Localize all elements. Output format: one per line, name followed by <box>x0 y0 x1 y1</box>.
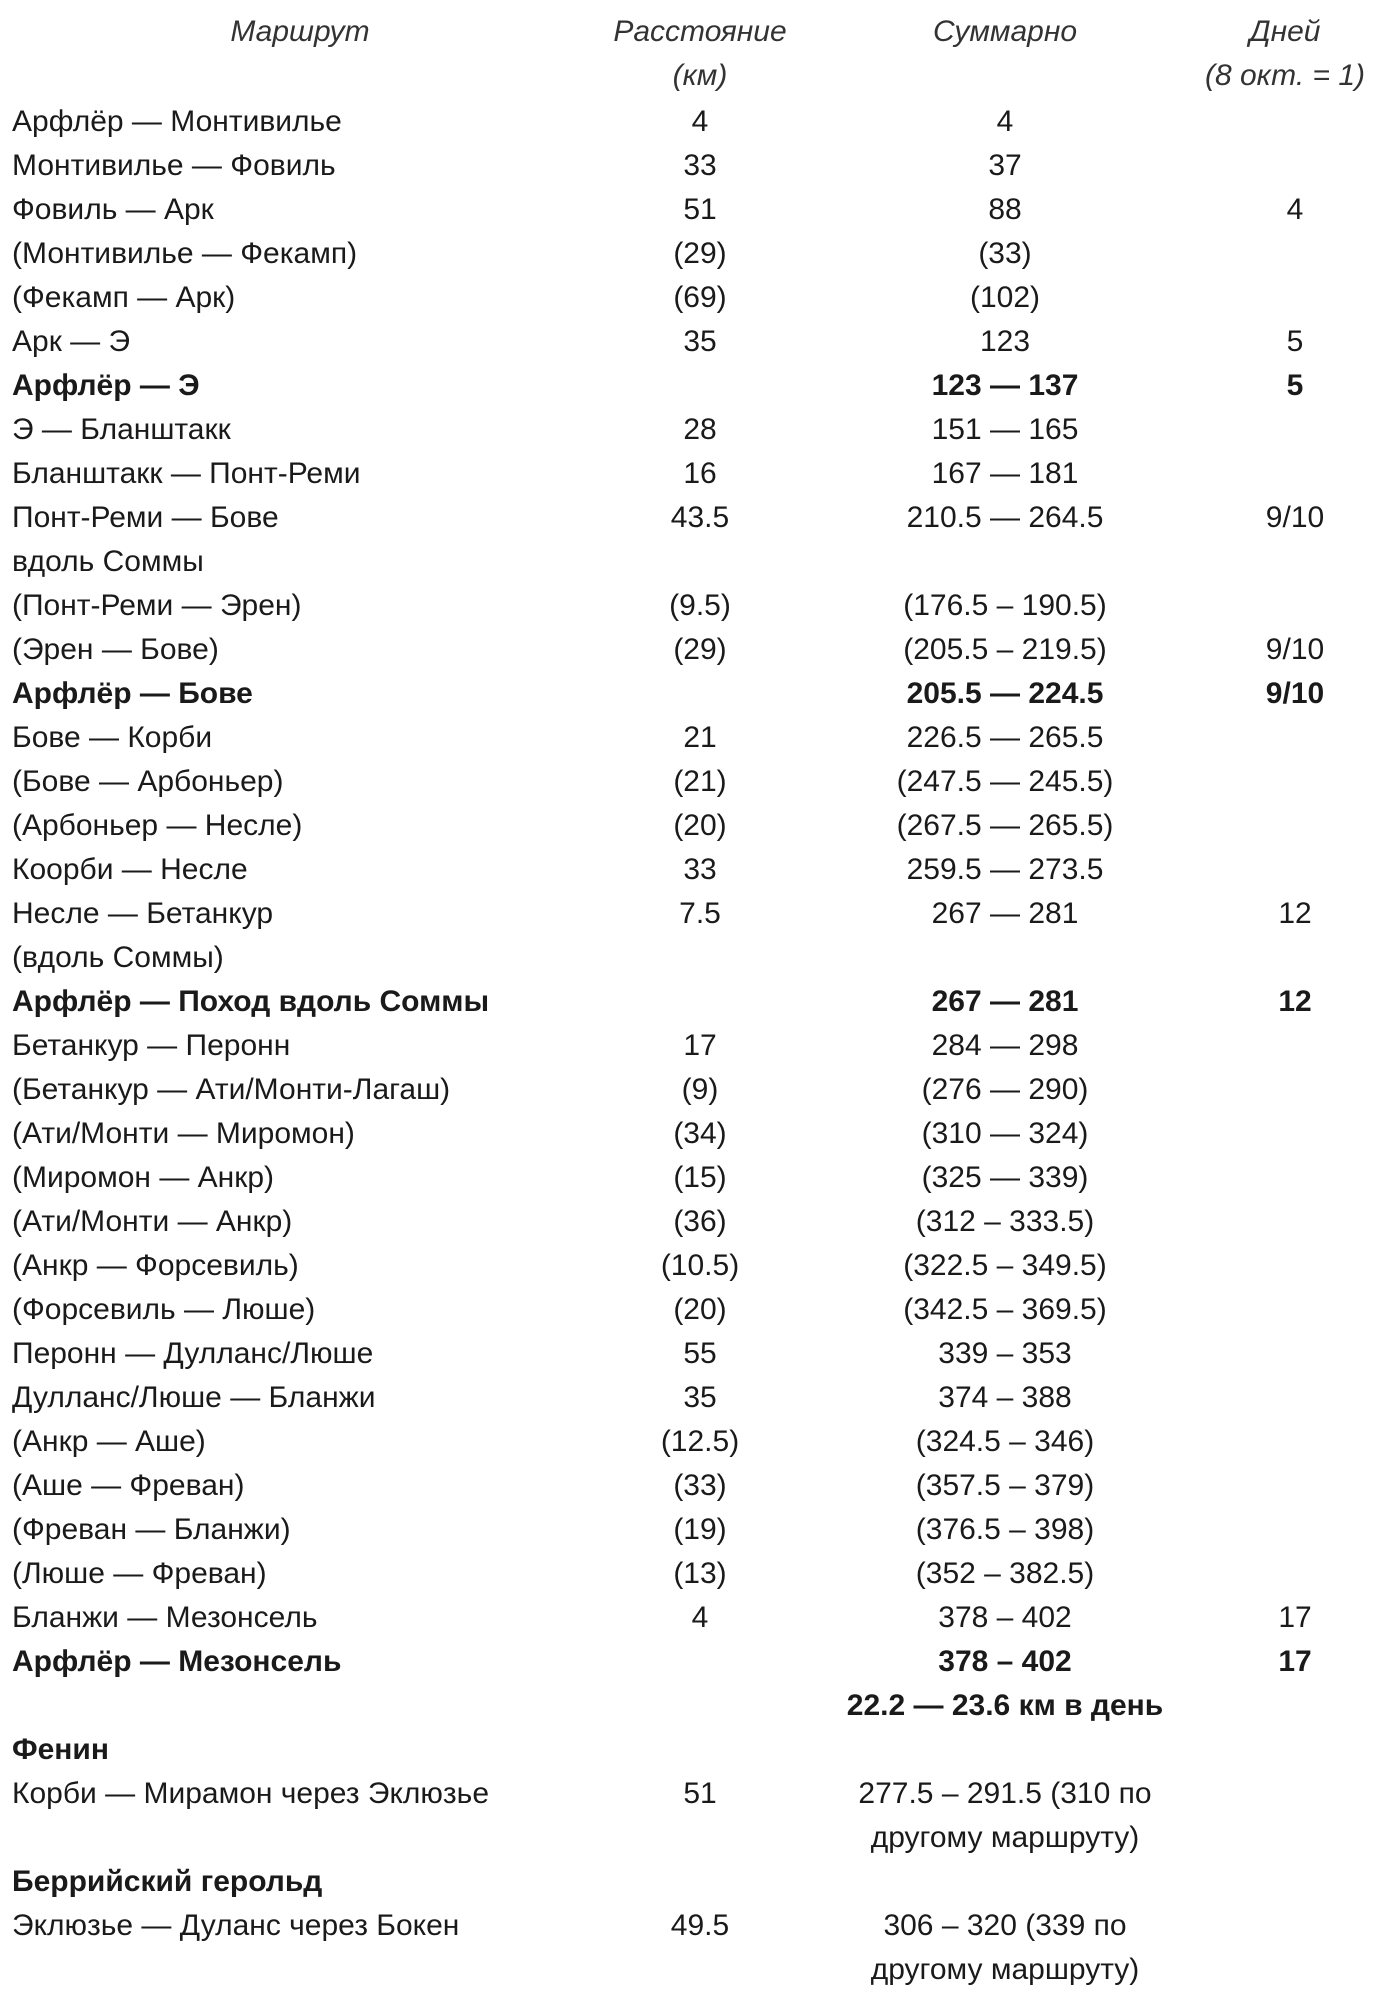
route-cell-text: (Эрен — Бове) <box>12 633 219 666</box>
total-cell <box>820 1684 1190 1728</box>
distance-cell-text: (29) <box>673 633 727 666</box>
distance-cell <box>600 1464 800 1508</box>
route-cell-text: Корби — Мирамон через Эклюзье <box>12 1777 489 1810</box>
days-cell-text: 17 <box>1278 1601 1312 1634</box>
total-cell-text: 306 – 320 (339 по <box>883 1909 1127 1942</box>
route-cell <box>12 980 732 1024</box>
table-row <box>0 1068 1399 1112</box>
distance-cell-text: (10.5) <box>660 1249 740 1282</box>
total-cell-text: 151 — 165 <box>931 413 1079 446</box>
total-cell <box>820 1156 1190 1200</box>
total-cell-text: 205.5 — 224.5 <box>906 677 1104 710</box>
route-cell-text: (Фреван — Бланжи) <box>12 1513 291 1546</box>
total-cell-text: 167 — 181 <box>931 457 1079 490</box>
total-cell-text: 378 – 402 <box>938 1645 1072 1678</box>
route-cell-text: (Ати/Монти — Миромон) <box>12 1117 355 1150</box>
total-cell <box>820 628 1190 672</box>
route-cell-text: Коорби — Несле <box>12 853 248 886</box>
table-row <box>0 584 1399 628</box>
distance-cell <box>600 1420 800 1464</box>
days-cell <box>1200 496 1390 540</box>
distance-cell <box>600 1288 800 1332</box>
header-days-label: Дней <box>1249 15 1321 48</box>
route-cell-text: Перонн — Дулланс/Люше <box>12 1337 374 1370</box>
total-cell-text: 284 — 298 <box>931 1029 1079 1062</box>
days-cell <box>1200 980 1390 1024</box>
distance-cell <box>600 1024 800 1068</box>
distance-cell <box>600 584 800 628</box>
total-cell <box>820 584 1190 628</box>
route-cell-text: Арфлёр — Э <box>12 369 200 402</box>
route-cell-text: Э — Бланштакк <box>12 413 231 446</box>
table-row <box>0 276 1399 320</box>
distance-cell-text: 17 <box>683 1029 717 1062</box>
total-cell <box>820 100 1190 144</box>
distance-cell-text: (9) <box>681 1073 719 1106</box>
days-cell-text: 12 <box>1278 985 1312 1018</box>
total-cell <box>820 1552 1190 1596</box>
distance-cell <box>600 452 800 496</box>
total-cell <box>820 716 1190 760</box>
distance-cell <box>600 144 800 188</box>
total-cell-text: 123 <box>979 325 1031 358</box>
distance-cell <box>600 716 800 760</box>
distance-cell-text: 49.5 <box>670 1909 730 1942</box>
distance-cell-text: 7.5 <box>679 897 721 930</box>
table-row <box>0 408 1399 452</box>
total-cell-text: 210.5 — 264.5 <box>906 501 1104 534</box>
itinerary-table <box>0 100 1399 1992</box>
route-cell-text: (Бове — Арбоньер) <box>12 765 284 798</box>
route-cell-text: (Аше — Фреван) <box>12 1469 245 1502</box>
days-cell-text: 12 <box>1278 897 1312 930</box>
total-cell-text: 374 – 388 <box>938 1381 1072 1414</box>
distance-cell <box>600 100 800 144</box>
distance-cell <box>600 188 800 232</box>
total-cell <box>820 804 1190 848</box>
route-cell-text: (Миромон — Анкр) <box>12 1161 275 1194</box>
distance-cell <box>600 1904 800 1948</box>
distance-cell <box>600 760 800 804</box>
distance-cell-text: 55 <box>683 1337 717 1370</box>
table-header <box>0 10 1399 100</box>
distance-cell-text: (20) <box>673 809 727 842</box>
route-cell-text: (Бетанкур — Ати/Монти-Лагаш) <box>12 1073 451 1106</box>
total-cell <box>820 1068 1190 1112</box>
table-row <box>0 1860 1399 1904</box>
total-cell <box>820 1420 1190 1464</box>
route-cell-text: Арфлёр — Мезонсель <box>12 1645 342 1678</box>
distance-cell <box>600 1508 800 1552</box>
total-cell-text: (342.5 – 369.5) <box>903 1293 1107 1326</box>
total-cell <box>840 892 1170 936</box>
distance-cell-text: 16 <box>683 457 717 490</box>
route-cell-text: Беррийский герольд <box>12 1865 323 1898</box>
table-row <box>0 892 1399 980</box>
distance-cell-text: 51 <box>683 193 717 226</box>
total-cell-text: 339 – 353 <box>938 1337 1072 1370</box>
distance-cell <box>600 1332 800 1376</box>
table-row <box>0 364 1399 408</box>
total-cell <box>820 1244 1190 1288</box>
distance-cell-text: 33 <box>683 149 717 182</box>
distance-cell <box>600 276 800 320</box>
distance-cell-text: 21 <box>683 721 717 754</box>
table-row <box>0 848 1399 892</box>
table-row <box>0 672 1399 716</box>
table-row <box>0 496 1399 584</box>
total-cell-text: 226.5 — 265.5 <box>906 721 1104 754</box>
route-cell <box>12 1728 732 1772</box>
table-row <box>0 980 1399 1024</box>
distance-cell <box>600 1156 800 1200</box>
header-route: Маршрут <box>230 15 370 48</box>
days-cell <box>1200 892 1390 936</box>
distance-cell-text: 4 <box>691 105 709 138</box>
days-cell-text: 4 <box>1286 193 1304 226</box>
header-distance-label: Расстояние <box>613 15 787 48</box>
total-cell <box>820 1508 1190 1552</box>
total-cell-text: (276 — 290) <box>921 1073 1089 1106</box>
total-cell-text: 277.5 – 291.5 (310 по <box>858 1777 1152 1810</box>
table-row <box>0 1772 1399 1860</box>
days-cell <box>1200 1596 1390 1640</box>
route-cell-text: Арк — Э <box>12 325 131 358</box>
distance-cell <box>600 1552 800 1596</box>
total-cell-text: 267 — 281 <box>931 897 1079 930</box>
distance-cell <box>600 232 800 276</box>
distance-cell-text: (21) <box>673 765 727 798</box>
table-row <box>0 1640 1399 1684</box>
route-cell-text-2: вдоль Соммы <box>12 545 204 578</box>
table-row <box>0 144 1399 188</box>
days-cell-text: 17 <box>1278 1645 1312 1678</box>
distance-cell-text: (12.5) <box>660 1425 740 1458</box>
total-cell <box>820 408 1190 452</box>
distance-cell-text: (15) <box>673 1161 727 1194</box>
distance-cell-text: 33 <box>683 853 717 886</box>
total-cell <box>820 1024 1190 1068</box>
total-cell-text: (267.5 — 265.5) <box>896 809 1114 842</box>
route-cell-text: Фовиль — Арк <box>12 193 214 226</box>
route-cell-text: Понт-Реми — Бове <box>12 501 279 534</box>
table-row <box>0 1024 1399 1068</box>
route-cell-text: (Монтивилье — Фекамп) <box>12 237 358 270</box>
route-cell-text: Бланштакк — Понт-Реми <box>12 457 361 490</box>
route-cell-text: Арфлёр — Бове <box>12 677 253 710</box>
header-distance <box>560 10 840 98</box>
total-cell <box>820 1640 1190 1684</box>
total-cell <box>820 188 1190 232</box>
distance-cell <box>600 1772 800 1816</box>
total-cell <box>820 1288 1190 1332</box>
table-row <box>0 1596 1399 1640</box>
table-row <box>0 1508 1399 1552</box>
table-row <box>0 760 1399 804</box>
distance-cell-text: (29) <box>673 237 727 270</box>
total-cell <box>820 1112 1190 1156</box>
route-cell-text: Арфлёр — Поход вдоль Соммы <box>12 985 490 1018</box>
total-cell-text: (247.5 — 245.5) <box>896 765 1114 798</box>
distance-cell-text: (36) <box>673 1205 727 1238</box>
days-cell-text: 5 <box>1286 369 1304 402</box>
route-cell-text-2: (вдоль Соммы) <box>12 941 224 974</box>
days-cell <box>1200 188 1390 232</box>
days-cell <box>1200 320 1390 364</box>
days-cell-text: 5 <box>1286 325 1304 358</box>
total-cell-text: 123 — 137 <box>931 369 1079 402</box>
total-cell <box>820 320 1190 364</box>
table-row <box>0 1112 1399 1156</box>
distance-cell-text: (19) <box>673 1513 727 1546</box>
distance-cell <box>600 1596 800 1640</box>
days-cell <box>1200 364 1390 408</box>
days-cell <box>1200 628 1390 672</box>
distance-cell-text: (34) <box>673 1117 727 1150</box>
total-cell <box>840 1772 1170 1860</box>
route-cell-text: Бетанкур — Перонн <box>12 1029 291 1062</box>
table-row <box>0 232 1399 276</box>
total-cell-text: (324.5 – 346) <box>915 1425 1095 1458</box>
distance-cell-text: 35 <box>683 1381 717 1414</box>
total-cell-text: 37 <box>988 149 1022 182</box>
total-cell <box>820 232 1190 276</box>
total-cell-text: (176.5 – 190.5) <box>903 589 1107 622</box>
distance-cell <box>600 804 800 848</box>
distance-cell <box>600 1244 800 1288</box>
total-cell-text: (322.5 – 349.5) <box>903 1249 1107 1282</box>
header-total: Суммарно <box>932 15 1078 48</box>
distance-cell-text: 43.5 <box>670 501 730 534</box>
distance-cell-text: 4 <box>691 1601 709 1634</box>
table-row <box>0 320 1399 364</box>
total-cell-text: (352 – 382.5) <box>915 1557 1095 1590</box>
total-cell <box>820 1376 1190 1420</box>
route-cell-text: Фенин <box>12 1733 109 1766</box>
total-cell-text-2: другому маршруту) <box>870 1953 1140 1986</box>
distance-cell <box>600 496 800 540</box>
total-cell <box>820 276 1190 320</box>
total-cell-text: 88 <box>988 193 1022 226</box>
route-cell-text: (Анкр — Аше) <box>12 1425 206 1458</box>
total-cell-text: (357.5 – 379) <box>915 1469 1095 1502</box>
total-cell <box>820 1332 1190 1376</box>
table-row <box>0 452 1399 496</box>
total-cell-text: (205.5 – 219.5) <box>903 633 1107 666</box>
total-cell-text: (312 – 333.5) <box>915 1205 1095 1238</box>
route-cell <box>12 1640 732 1684</box>
total-cell-text: (33) <box>978 237 1032 270</box>
route-cell <box>12 1860 732 1904</box>
total-cell-text: (376.5 – 398) <box>915 1513 1095 1546</box>
total-cell <box>820 364 1190 408</box>
total-cell-text: 22.2 — 23.6 км в день <box>846 1689 1164 1722</box>
total-cell-text: (102) <box>969 281 1041 314</box>
total-cell <box>820 848 1190 892</box>
route-cell-text: Несле — Бетанкур <box>12 897 274 930</box>
table-row <box>0 1464 1399 1508</box>
total-cell-text: (325 — 339) <box>921 1161 1089 1194</box>
table-row <box>0 100 1399 144</box>
table-row <box>0 1244 1399 1288</box>
table-row <box>0 1200 1399 1244</box>
route-cell-text: (Форсевиль — Люше) <box>12 1293 316 1326</box>
total-cell-text: 4 <box>996 105 1014 138</box>
distance-cell-text: 51 <box>683 1777 717 1810</box>
header-days-note: (8 окт. = 1) <box>1204 59 1366 92</box>
total-cell-text: 259.5 — 273.5 <box>906 853 1104 886</box>
distance-cell-text: 35 <box>683 325 717 358</box>
table-row <box>0 1552 1399 1596</box>
distance-cell <box>600 408 800 452</box>
table-row <box>0 1332 1399 1376</box>
distance-cell-text: (33) <box>673 1469 727 1502</box>
total-cell-text-2: другому маршруту) <box>870 1821 1140 1854</box>
days-cell-text: 9/10 <box>1265 677 1325 710</box>
header-distance-unit: (км) <box>672 59 728 92</box>
route-cell-text: (Арбоньер — Несле) <box>12 809 303 842</box>
days-cell-text: 9/10 <box>1265 501 1325 534</box>
table-row <box>0 1728 1399 1772</box>
table-row <box>0 716 1399 760</box>
table-row <box>0 1904 1399 1992</box>
days-cell-text: 9/10 <box>1265 633 1325 666</box>
total-cell <box>820 1596 1190 1640</box>
distance-cell <box>600 1200 800 1244</box>
route-cell <box>12 672 732 716</box>
table-row <box>0 188 1399 232</box>
route-cell-text: Арфлёр — Монтивилье <box>12 105 342 138</box>
total-cell <box>840 1904 1170 1992</box>
distance-cell <box>600 628 800 672</box>
total-cell <box>840 496 1170 540</box>
distance-cell <box>600 892 800 936</box>
table-row <box>0 1420 1399 1464</box>
total-cell-text: (310 — 324) <box>921 1117 1089 1150</box>
distance-cell-text: (69) <box>673 281 727 314</box>
total-cell <box>820 980 1190 1024</box>
route-cell-text: (Люше — Фреван) <box>12 1557 267 1590</box>
route-cell-text: (Фекамп — Арк) <box>12 281 236 314</box>
table-row <box>0 1288 1399 1332</box>
route-cell-text: Эклюзье — Дуланс через Бокен <box>12 1909 460 1942</box>
days-cell <box>1200 1640 1390 1684</box>
route-cell-text: Дулланс/Люше — Бланжи <box>12 1381 376 1414</box>
table-row <box>0 804 1399 848</box>
distance-cell-text: 28 <box>683 413 717 446</box>
table-row <box>0 1376 1399 1420</box>
distance-cell-text: (13) <box>673 1557 727 1590</box>
route-cell-text: (Ати/Монти — Анкр) <box>12 1205 293 1238</box>
days-cell <box>1200 672 1390 716</box>
route-cell-text: Бланжи — Мезонсель <box>12 1601 318 1634</box>
distance-cell <box>600 320 800 364</box>
distance-cell-text: (20) <box>673 1293 727 1326</box>
table-row <box>0 1684 1399 1728</box>
distance-cell <box>600 1376 800 1420</box>
total-cell <box>820 760 1190 804</box>
total-cell <box>820 144 1190 188</box>
total-cell <box>820 1464 1190 1508</box>
distance-cell <box>600 1068 800 1112</box>
header-days <box>1180 10 1390 98</box>
total-cell <box>820 1200 1190 1244</box>
distance-cell <box>600 1112 800 1156</box>
table-row <box>0 1156 1399 1200</box>
total-cell-text: 378 – 402 <box>938 1601 1072 1634</box>
total-cell <box>820 672 1190 716</box>
distance-cell-text: (9.5) <box>669 589 731 622</box>
total-cell-text: 267 — 281 <box>931 985 1079 1018</box>
route-cell-text: Бове — Корби <box>12 721 213 754</box>
distance-cell <box>600 848 800 892</box>
total-cell <box>820 452 1190 496</box>
route-cell-text: Монтивилье — Фовиль <box>12 149 336 182</box>
route-cell-text: (Понт-Реми — Эрен) <box>12 589 302 622</box>
route-cell <box>12 364 732 408</box>
route-cell-text: (Анкр — Форсевиль) <box>12 1249 299 1282</box>
table-row <box>0 628 1399 672</box>
